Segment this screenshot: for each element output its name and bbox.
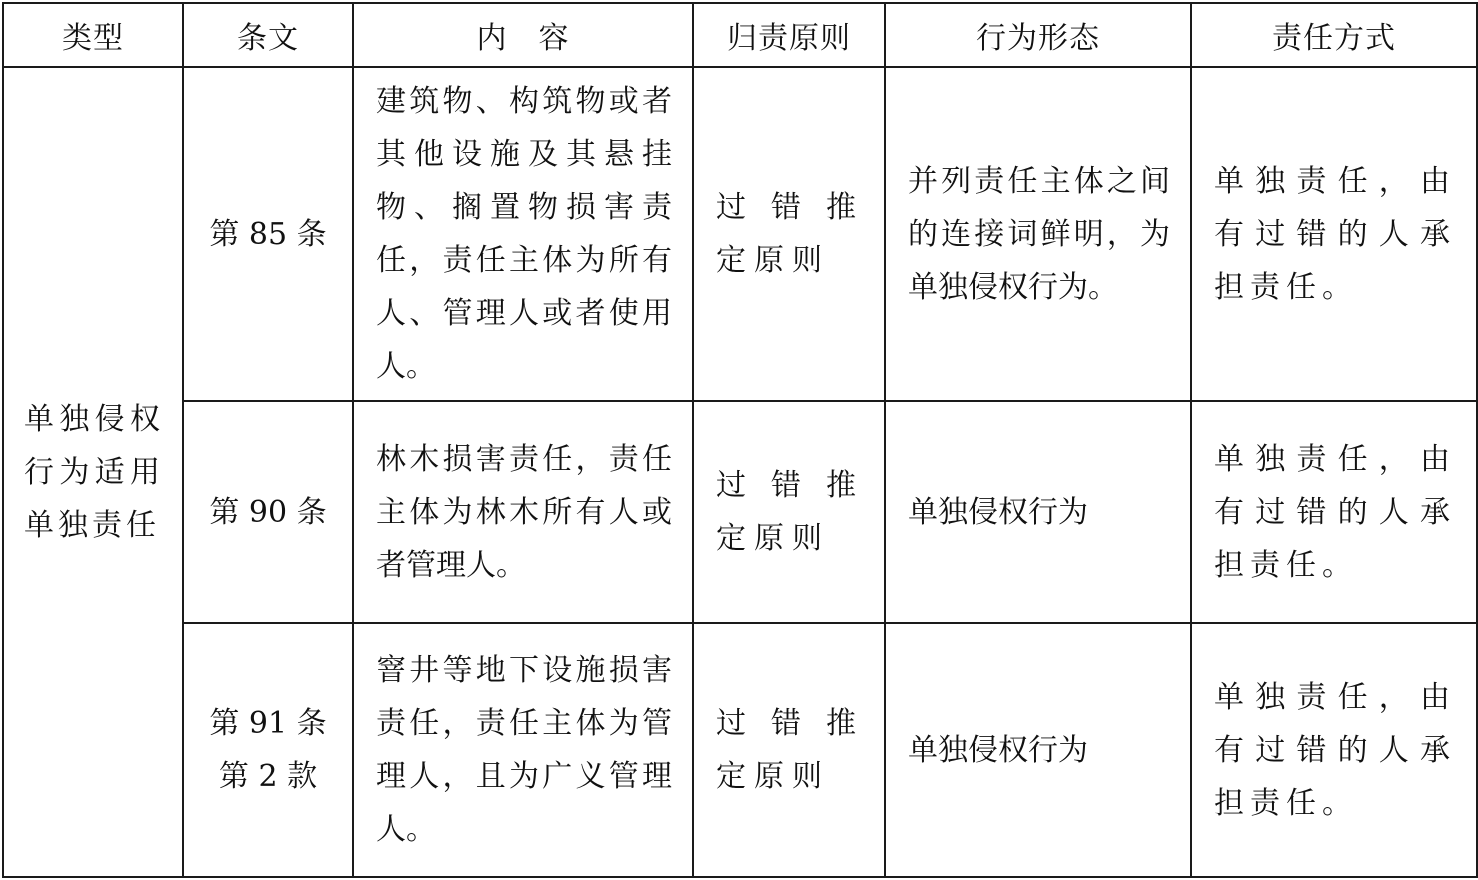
principle-cell	[693, 401, 885, 623]
principle-text: 过错推定原则	[716, 706, 864, 794]
header-article: 条文	[183, 3, 353, 67]
article-text	[184, 208, 352, 261]
article-text	[184, 486, 352, 539]
liability-cell	[1191, 67, 1477, 401]
liability-table	[2, 2, 1478, 878]
liability-cell	[1191, 401, 1477, 623]
liability-text: 单独责任，由有过错的人承担责任。	[1214, 163, 1456, 305]
principle-cell	[693, 623, 885, 877]
behavior-cell	[885, 401, 1191, 623]
article-line: 第 85 条	[209, 216, 327, 252]
article-line: 第 91 条	[209, 706, 327, 741]
header-content: 内 容	[353, 3, 693, 67]
header-liability: 责任方式	[1191, 3, 1477, 67]
article-text	[184, 697, 352, 803]
article-cell	[183, 401, 353, 623]
type-cell	[3, 67, 183, 877]
liability-text: 单独责任，由有过错的人承担责任。	[1214, 679, 1456, 821]
principle-text: 过错推定原则	[716, 468, 864, 556]
article-line: 第 90 条	[209, 494, 327, 530]
article-line: 第 2 款	[218, 759, 318, 794]
article-cell	[183, 623, 353, 877]
liability-cell	[1191, 623, 1477, 877]
header-type: 类型	[3, 3, 183, 67]
table-row	[3, 623, 1477, 877]
article-cell	[183, 67, 353, 401]
content-cell	[353, 623, 693, 877]
behavior-cell	[885, 67, 1191, 401]
content-text: 建筑物、构筑物或者其他设施及其悬挂物、搁置物损害责任，责任主体为所有人、管理人或者使用人。	[376, 84, 672, 384]
header-row	[3, 3, 1477, 67]
table-row	[3, 401, 1477, 623]
behavior-text: 单独侵权行为	[908, 494, 1088, 530]
principle-cell	[693, 67, 885, 401]
content-cell	[353, 67, 693, 401]
content-text: 林木损害责任，责任主体为林木所有人或者管理人。	[376, 441, 672, 583]
behavior-text: 单独侵权行为	[908, 732, 1088, 768]
behavior-cell	[885, 623, 1191, 877]
header-behavior: 行为形态	[885, 3, 1191, 67]
content-cell	[353, 401, 693, 623]
principle-text: 过错推定原则	[716, 190, 864, 278]
table-row	[3, 67, 1477, 401]
type-text: 单独侵权行为适用单独责任	[24, 401, 164, 543]
header-principle: 归责原则	[693, 3, 885, 67]
liability-text: 单独责任，由有过错的人承担责任。	[1214, 441, 1456, 583]
content-text: 窨井等地下设施损害责任，责任主体为管理人，且为广义管理人。	[376, 653, 672, 847]
behavior-text: 并列责任主体之间的连接词鲜明，为单独侵权行为。	[908, 163, 1170, 305]
